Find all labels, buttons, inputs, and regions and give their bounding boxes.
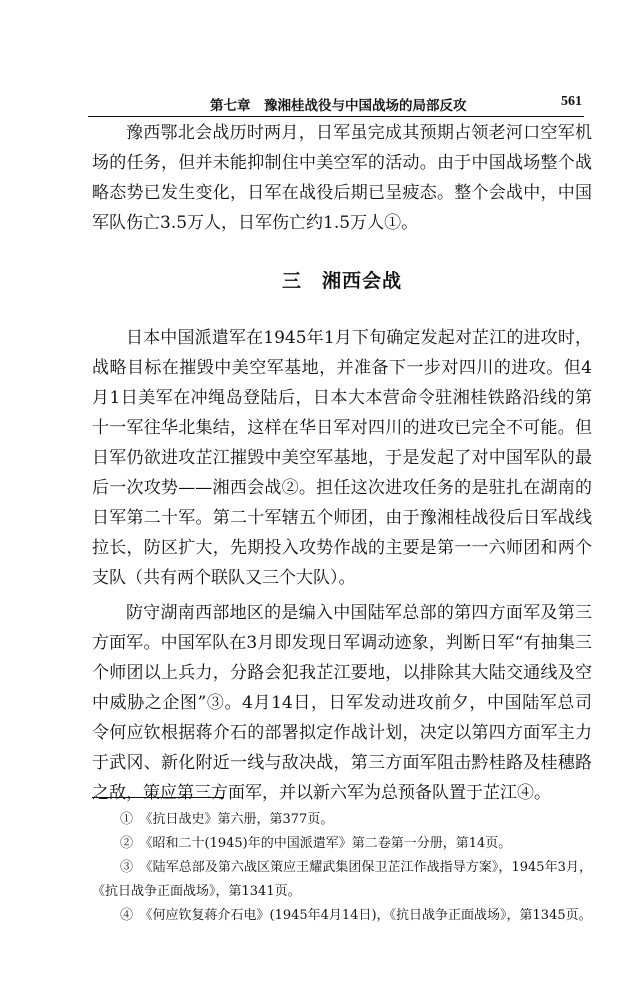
body-paragraph-1: 豫西鄂北会战历时两月，日军虽完成其预期占领老河口空军机场的任务，但并未能抑制住中美空军的活动。由于中国战场整个战略态势已发生变化，日军在战役后期已呈疲态。整个会战中，中国军队伤亡3.5万人，日军伤亡约1.5万人①。	[92, 123, 592, 233]
footnote-4: ④ 《何应钦复蒋介石电》(1945年4月14日)，《抗日战争正面战场》，第1345页。	[120, 908, 592, 923]
body-paragraph-2: 日本中国派遣军在1945年1月下旬确定发起对芷江的进攻时，战略目标在摧毁中美空军基地，并准备下一步对四川的进攻。但4月1日美军在冲绳岛登陆后，日本大本营命令驻湘桂铁路沿线的第十一军往华北集结，这样在华日军对四川的进攻已完全不可能。但日军仍欲进攻芷江摧毁中美空军基地，于是发起了对中国军队的最后一次攻势——湘西会战②。担任这次进攻任务的是驻扎在湖南的日军第二十军。第二十军辖五个师团，由于豫湘桂战役后日军战线拉长，防区扩大，先期投入攻势作战的主要是第一一六师团和两个支队（共有两个联队又三个大队）。	[92, 328, 592, 588]
footnote-divider	[92, 797, 224, 798]
footnote-2: ② 《昭和二十(1945)年的中国派遣军》第二卷第一分册，第14页。	[120, 836, 512, 851]
chapter-title: 第七章 豫湘桂战役与中国战场的局部反攻	[210, 98, 467, 114]
footnotes	[92, 808, 592, 928]
body-paragraph-3: 防守湖南西部地区的是编入中国陆军总部的第四方面军及第三方面军。中国军队在3月即发现日军调动迹象，判断日军“有抽集三个师团以上兵力，分路会犯我芷江要地，以排除其大陆交通线及空中威胁之企图”③。4月14日，日军发动进攻前夕，中国陆军总司令何应钦根据蒋介石的部署拟定作战计划，决定以第四方面军主力于武冈、新化附近一线与敌决战，第三方面军阻击黔桂路及桂穗路之敌，策应第三方面军，并以新六军为总预备队置于芷江④。	[92, 603, 592, 803]
footnote-3: ③ 《陆军总部及第六战区策应王耀武集团保卫芷江作战指导方案》，1945年3月，《抗日战争正面战场》，第1341页。	[92, 860, 592, 899]
section-title: 三 湘西会战	[281, 270, 402, 292]
page-number: 561	[561, 94, 582, 109]
running-header	[88, 94, 584, 117]
footnote-1: ① 《抗日战史》第六册，第377页。	[120, 812, 334, 827]
